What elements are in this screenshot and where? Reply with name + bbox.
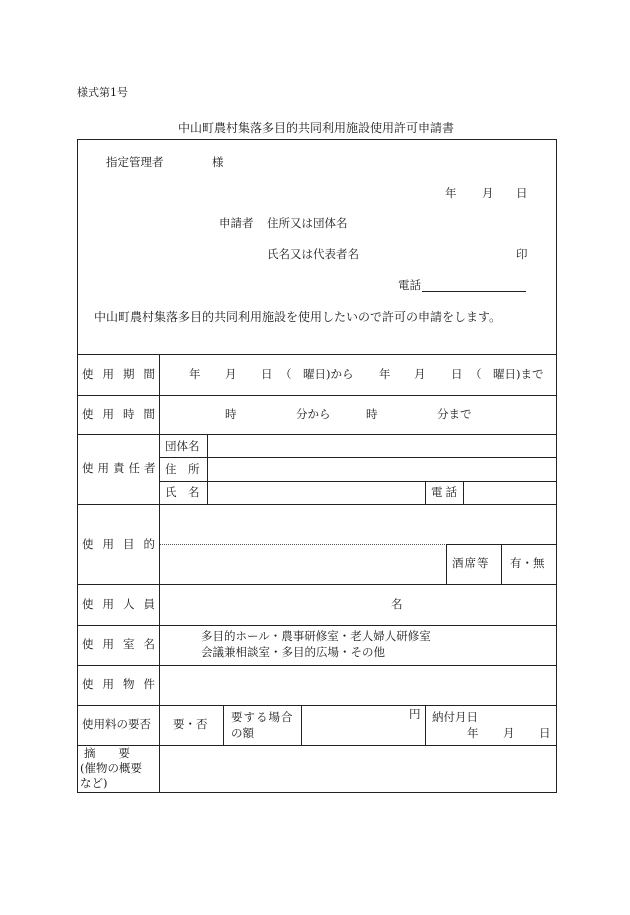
paid-day: 日 xyxy=(539,726,551,740)
addressee-label: 指定管理者 xyxy=(106,155,164,169)
phone-underline xyxy=(422,291,526,292)
fee-amount-label-2: の額 xyxy=(231,726,254,740)
people-unit: 名 xyxy=(391,597,403,611)
row-line-responsible-2 xyxy=(159,481,557,482)
form-title: 中山町農村集落多目的共同利用施設使用許可申請書 xyxy=(178,121,455,135)
paid-date-label: 納付月日 xyxy=(432,710,478,724)
row-line-responsible-1 xyxy=(159,457,557,458)
applicant-label: 申請者 xyxy=(219,216,254,230)
alcohol-value: 有・無 xyxy=(510,556,545,570)
application-statement: 中山町農村集落多目的共同利用施設を使用したいので許可の申請をします。 xyxy=(94,310,502,324)
period-end-day: 日 xyxy=(451,367,463,381)
group-name-label: 団体名 xyxy=(165,439,200,453)
period-label: 使用期間 xyxy=(82,367,164,381)
row-line-time-top xyxy=(77,395,557,396)
outer-top-border xyxy=(77,139,557,140)
purpose-label: 使用目的 xyxy=(82,537,164,551)
room-label: 使用室名 xyxy=(82,637,164,651)
time-hour-1: 時 xyxy=(225,407,237,421)
row-line-room-top xyxy=(77,625,557,626)
row-line-responsible-top xyxy=(77,434,557,435)
date-month: 月 xyxy=(482,186,494,200)
period-end-weekday: （ 曜日)まで xyxy=(470,367,544,381)
remarks-label-3: など) xyxy=(80,776,108,790)
remarks-label-2: (催物の概要 xyxy=(80,761,142,775)
time-label: 使用時間 xyxy=(82,407,164,421)
row-line-people-top xyxy=(77,584,557,585)
time-hour-2: 時 xyxy=(366,407,378,421)
phone-right-divider xyxy=(463,481,464,505)
paid-month: 月 xyxy=(503,726,515,740)
row-line-fee-top xyxy=(77,705,557,706)
alcohol-left-divider xyxy=(446,544,447,585)
alcohol-label: 酒席等 xyxy=(452,556,490,570)
period-start-day: 日 xyxy=(261,367,273,381)
alcohol-mid-divider xyxy=(501,544,502,585)
seal-mark: 印 xyxy=(516,247,528,261)
outer-bottom-border xyxy=(77,792,557,793)
date-year: 年 xyxy=(445,186,457,200)
remarks-label-1: 摘 要 xyxy=(84,746,130,760)
responsible-sub-divider xyxy=(207,434,208,505)
phone-label: 電話 xyxy=(398,278,421,292)
row-line-purpose-top xyxy=(77,504,557,505)
sama-label: 様 xyxy=(212,155,224,169)
time-minute-2: 分まで xyxy=(437,407,472,421)
form-number: 様式第1号 xyxy=(77,86,128,99)
fee-divider-3 xyxy=(425,705,426,746)
outer-right-border xyxy=(556,139,557,793)
row-line-remarks-top xyxy=(77,745,557,746)
address-label: 住所又は団体名 xyxy=(267,216,348,230)
fee-yes-no: 要・否 xyxy=(173,717,208,731)
date-day: 日 xyxy=(516,186,528,200)
responsible-address-label: 住 所 xyxy=(165,462,200,476)
room-options-line-1: 多目的ホール・農事研修室・老人婦人研修室 xyxy=(201,629,431,643)
people-label: 使用人員 xyxy=(82,597,164,611)
fee-divider-2 xyxy=(301,705,302,746)
time-minute-1: 分から xyxy=(296,407,331,421)
row-line-items-top xyxy=(77,665,557,666)
responsible-name-label: 氏 名 xyxy=(165,485,200,499)
outer-left-border xyxy=(77,139,78,793)
fee-label: 使用料の要否 xyxy=(82,717,151,731)
period-start-year: 年 xyxy=(189,367,201,381)
phone-left-divider xyxy=(425,481,426,505)
period-start-weekday: （ 曜日)から xyxy=(280,367,354,381)
period-end-month: 月 xyxy=(414,367,426,381)
row-line-period-top xyxy=(77,354,557,355)
period-start-month: 月 xyxy=(225,367,237,381)
name-label: 氏名又は代表者名 xyxy=(267,247,359,261)
fee-yen-unit: 円 xyxy=(409,707,421,721)
fee-divider-1 xyxy=(223,705,224,746)
room-options-line-2: 会議兼相談室・多目的広場・その他 xyxy=(201,645,385,659)
responsible-label: 使用責任者 xyxy=(82,461,160,475)
paid-year: 年 xyxy=(467,726,479,740)
period-end-year: 年 xyxy=(379,367,391,381)
responsible-phone-label: 電話 xyxy=(431,485,460,499)
fee-amount-label-1: 要する場合 xyxy=(231,710,294,724)
items-label: 使用物件 xyxy=(82,677,164,691)
